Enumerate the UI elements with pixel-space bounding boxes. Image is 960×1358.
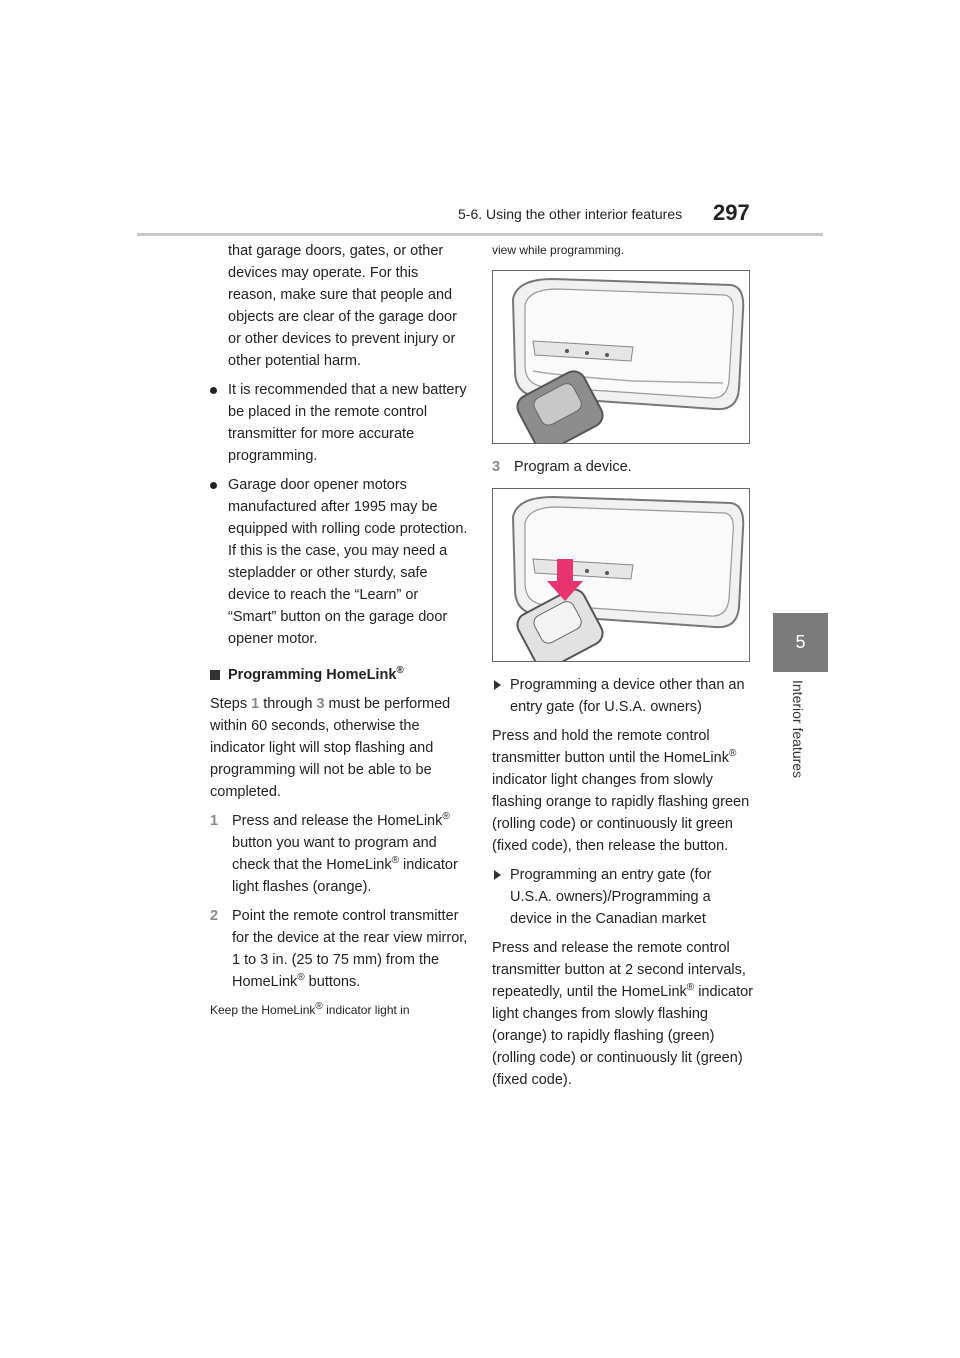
step-ref-3: 3 [316, 696, 325, 712]
right-column [492, 240, 754, 1098]
step-1-number: 1 [210, 813, 219, 829]
left-column [210, 240, 470, 1027]
triangle-bullet-icon [494, 870, 501, 880]
note-continued: view while programming. [492, 243, 625, 257]
step-ref-1: 1 [251, 696, 260, 712]
mirror-with-remote-icon [493, 271, 749, 443]
step-3: 3 Program a device. [492, 456, 754, 478]
note-text: Keep the HomeLink® indicator light in [210, 1001, 410, 1017]
step-2: 2 Point the remote control transmitter for the device at the rear view mirror, 1 to 3 in. (25 to 75 mm) from the HomeLink® buttons. [210, 905, 470, 993]
step-1: 1 Press and release the HomeLink® button you want to program and check that the HomeLink® indicator light flashes (orange). [210, 811, 458, 895]
section-heading-text: Programming HomeLink [228, 667, 397, 683]
section-heading [210, 664, 470, 686]
bullet-dot-icon [210, 482, 217, 489]
chapter-tab-label [786, 680, 816, 810]
paragraph-hold-button: Press and hold the remote control transmitter button until the HomeLink® indicator light changes from slowly flashing orange to rapidly flashing green (rolling code) or continuously lit green (fixed code), then release the button. [492, 728, 750, 854]
chapter-tab: 5 [773, 613, 828, 672]
mirror-with-arrow-icon [493, 489, 749, 661]
step-3-number: 3 [492, 459, 501, 475]
triangle-bullet-icon [494, 680, 501, 690]
chapter-tab-text: Interior features [790, 680, 806, 779]
mirror-remote-illustration [492, 270, 750, 444]
sub-heading-other-device: Programming a device other than an entry gate (for U.S.A. owners) [492, 674, 754, 718]
bullet-dot-icon [210, 387, 217, 394]
continued-paragraph: that garage doors, gates, or other devices may operate. For this reason, make sure that people and objects are clear of the garage door or other devices to prevent injury or other potential harm. [228, 243, 457, 369]
registered-mark: ® [396, 665, 404, 677]
sub-heading-entry-gate: Programming an entry gate (for U.S.A. owners)/Programming a device in the Canadian market [492, 864, 754, 930]
step-2-number: 2 [210, 908, 219, 924]
square-bullet-icon [210, 670, 220, 680]
section-title: 5-6. Using the other interior features [458, 206, 683, 222]
program-device-illustration [492, 488, 750, 662]
bullet-battery-text: It is recommended that a new battery be placed in the remote control transmitter for more accurate programming. [228, 382, 467, 464]
bullet-battery [210, 379, 470, 467]
paragraph-release-button: Press and release the remote control transmitter button at 2 second intervals, repeatedly, until the HomeLink® indicator light changes from slowly flashing (orange) to rapidly flashing (green) (rolling code) or continuously lit (green) (fixed code). [492, 940, 754, 1088]
header-divider [137, 233, 823, 236]
page-number: 297 [713, 200, 750, 225]
bullet-rolling-code-text: Garage door opener motors manufactured after 1995 may be equipped with rolling code protection. If this is the case, you may need a stepladder or other sturdy, safe device to reach the “Learn” or “Smart” button on the garage door opener motor. [228, 477, 468, 647]
bullet-rolling-code [210, 474, 470, 650]
steps-intro: Steps 1 through 3 must be performed within 60 seconds, otherwise the indicator light will stop flashing and programming will not be able to be completed. [210, 696, 451, 800]
